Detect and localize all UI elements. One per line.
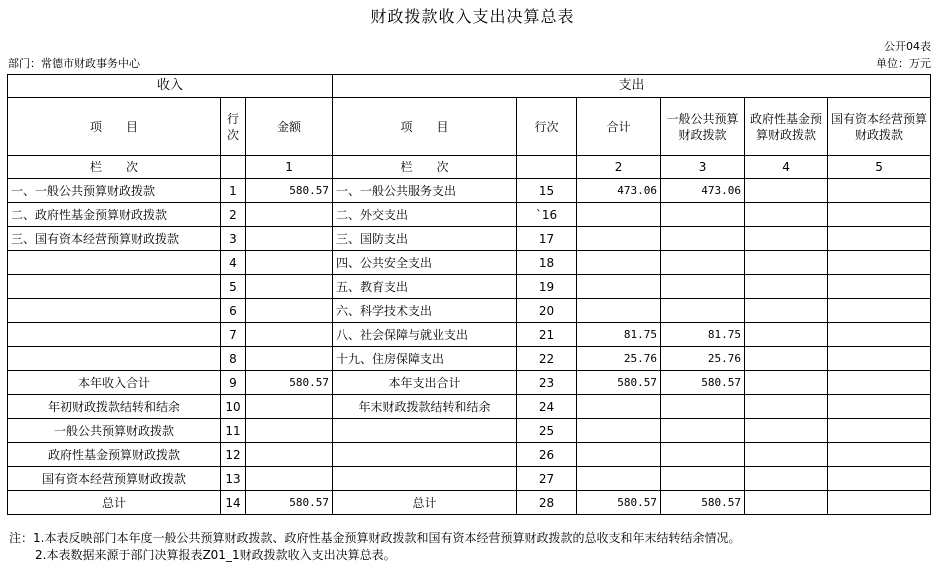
income-amount-cell <box>246 395 333 419</box>
income-line-no-cell: 12 <box>221 443 246 467</box>
index-amount: 1 <box>246 156 333 179</box>
income-item-cell: 本年收入合计 <box>8 371 221 395</box>
income-item-cell: 政府性基金预算财政拨款 <box>8 443 221 467</box>
table-row <box>8 443 931 467</box>
state-capital-cell <box>828 371 931 395</box>
general-budget-cell: 580.57 <box>661 371 745 395</box>
expense-line-no-cell: 23 <box>517 371 577 395</box>
fund-budget-cell <box>745 323 828 347</box>
table-row <box>8 251 931 275</box>
general-budget-cell: 25.76 <box>661 347 745 371</box>
state-capital-cell <box>828 179 931 203</box>
index-general: 3 <box>661 156 745 179</box>
income-item-cell: 一、一般公共预算财政拨款 <box>8 179 221 203</box>
index-exp-label: 栏 次 <box>333 156 517 179</box>
income-amount-cell: 580.57 <box>246 491 333 515</box>
fund-budget-cell <box>745 491 828 515</box>
index-state: 5 <box>828 156 931 179</box>
index-label: 栏 次 <box>8 156 221 179</box>
expense-line-no-cell: 17 <box>517 227 577 251</box>
fund-budget-cell <box>745 347 828 371</box>
expense-header: 支出 <box>333 75 931 98</box>
col-state-capital-budget: 国有资本经营预算财政拨款 <box>828 98 931 156</box>
general-budget-cell <box>661 251 745 275</box>
fund-budget-cell <box>745 443 828 467</box>
fund-budget-cell <box>745 251 828 275</box>
footnote-2: 2.本表数据来源于部门决算报表Z01_1财政拨款收入支出决算总表。 <box>35 548 396 562</box>
table-row <box>8 371 931 395</box>
income-item-cell <box>8 299 221 323</box>
table-row <box>8 323 931 347</box>
income-item-cell <box>8 275 221 299</box>
state-capital-cell <box>828 203 931 227</box>
income-item-cell: 三、国有资本经营预算财政拨款 <box>8 227 221 251</box>
table-row <box>8 203 931 227</box>
budget-table <box>7 74 931 515</box>
income-line-no-cell: 4 <box>221 251 246 275</box>
expense-line-no-cell: 19 <box>517 275 577 299</box>
state-capital-cell <box>828 227 931 251</box>
state-capital-cell <box>828 419 931 443</box>
total-cell <box>577 275 661 299</box>
table-row <box>8 419 931 443</box>
expense-item-cell: 五、教育支出 <box>333 275 517 299</box>
state-capital-cell <box>828 491 931 515</box>
expense-item-cell: 一、一般公共服务支出 <box>333 179 517 203</box>
income-line-no-cell: 11 <box>221 419 246 443</box>
state-capital-cell <box>828 323 931 347</box>
fund-budget-cell <box>745 299 828 323</box>
table-row <box>8 491 931 515</box>
state-capital-cell <box>828 443 931 467</box>
fund-budget-cell <box>745 395 828 419</box>
total-cell <box>577 299 661 323</box>
fund-budget-cell <box>745 419 828 443</box>
fund-budget-cell <box>745 227 828 251</box>
expense-item-cell: 四、公共安全支出 <box>333 251 517 275</box>
total-cell: 473.06 <box>577 179 661 203</box>
income-header: 收入 <box>8 75 333 98</box>
income-item-cell <box>8 251 221 275</box>
table-row <box>8 395 931 419</box>
income-amount-cell: 580.57 <box>246 179 333 203</box>
expense-line-no-cell: 28 <box>517 491 577 515</box>
income-amount-cell <box>246 203 333 227</box>
total-cell: 81.75 <box>577 323 661 347</box>
expense-line-no-cell: 20 <box>517 299 577 323</box>
income-line-no-cell: 7 <box>221 323 246 347</box>
general-budget-cell <box>661 467 745 491</box>
expense-line-no-cell: `16 <box>517 203 577 227</box>
income-line-no-cell: 9 <box>221 371 246 395</box>
index-total: 2 <box>577 156 661 179</box>
expense-item-cell: 六、科学技术支出 <box>333 299 517 323</box>
index-line-no <box>221 156 246 179</box>
income-amount-cell <box>246 275 333 299</box>
general-budget-cell <box>661 275 745 299</box>
general-budget-cell: 473.06 <box>661 179 745 203</box>
table-row <box>8 467 931 491</box>
general-budget-cell: 580.57 <box>661 491 745 515</box>
total-cell <box>577 467 661 491</box>
table-row <box>8 179 931 203</box>
form-code: 公开04表 <box>884 40 931 53</box>
income-item-cell: 国有资本经营预算财政拨款 <box>8 467 221 491</box>
total-cell: 25.76 <box>577 347 661 371</box>
fund-budget-cell <box>745 203 828 227</box>
col-fund-budget: 政府性基金预算财政拨款 <box>745 98 828 156</box>
general-budget-cell <box>661 419 745 443</box>
income-line-no-cell: 5 <box>221 275 246 299</box>
expense-item-cell <box>333 419 517 443</box>
income-amount-cell <box>246 347 333 371</box>
income-amount-cell <box>246 419 333 443</box>
expense-line-no-cell: 24 <box>517 395 577 419</box>
total-cell <box>577 419 661 443</box>
col-expense-item: 项 目 <box>333 98 517 156</box>
income-line-no-cell: 1 <box>221 179 246 203</box>
income-line-no-cell: 2 <box>221 203 246 227</box>
expense-item-cell: 本年支出合计 <box>333 371 517 395</box>
general-budget-cell <box>661 395 745 419</box>
expense-item-cell: 总计 <box>333 491 517 515</box>
table-row <box>8 299 931 323</box>
total-cell <box>577 227 661 251</box>
total-cell <box>577 203 661 227</box>
state-capital-cell <box>828 395 931 419</box>
state-capital-cell <box>828 251 931 275</box>
state-capital-cell <box>828 299 931 323</box>
total-cell <box>577 443 661 467</box>
state-capital-cell <box>828 467 931 491</box>
unit-label: 单位：万元 <box>876 57 931 70</box>
income-item-cell: 一般公共预算财政拨款 <box>8 419 221 443</box>
expense-line-no-cell: 15 <box>517 179 577 203</box>
fund-budget-cell <box>745 467 828 491</box>
fund-budget-cell <box>745 275 828 299</box>
col-income-line-no: 行次 <box>221 98 246 156</box>
expense-item-cell <box>333 443 517 467</box>
total-cell: 580.57 <box>577 491 661 515</box>
income-line-no-cell: 3 <box>221 227 246 251</box>
total-cell: 580.57 <box>577 371 661 395</box>
col-total: 合计 <box>577 98 661 156</box>
expense-line-no-cell: 26 <box>517 443 577 467</box>
table-row <box>8 227 931 251</box>
index-fund: 4 <box>745 156 828 179</box>
table-row <box>8 347 931 371</box>
col-income-amount: 金额 <box>246 98 333 156</box>
general-budget-cell <box>661 299 745 323</box>
col-income-item: 项 目 <box>8 98 221 156</box>
table-row <box>8 275 931 299</box>
income-item-cell <box>8 323 221 347</box>
income-amount-cell <box>246 299 333 323</box>
col-expense-line-no: 行次 <box>517 98 577 156</box>
income-amount-cell <box>246 467 333 491</box>
col-general-budget: 一般公共预算财政拨款 <box>661 98 745 156</box>
expense-line-no-cell: 22 <box>517 347 577 371</box>
income-line-no-cell: 8 <box>221 347 246 371</box>
income-line-no-cell: 13 <box>221 467 246 491</box>
fund-budget-cell <box>745 371 828 395</box>
general-budget-cell: 81.75 <box>661 323 745 347</box>
income-amount-cell <box>246 251 333 275</box>
footnotes <box>9 530 740 564</box>
income-line-no-cell: 10 <box>221 395 246 419</box>
income-line-no-cell: 14 <box>221 491 246 515</box>
expense-item-cell: 八、社会保障与就业支出 <box>333 323 517 347</box>
expense-item-cell: 十九、住房保障支出 <box>333 347 517 371</box>
income-amount-cell <box>246 227 333 251</box>
expense-item-cell: 三、国防支出 <box>333 227 517 251</box>
index-exp-line-no <box>517 156 577 179</box>
expense-line-no-cell: 18 <box>517 251 577 275</box>
expense-line-no-cell: 21 <box>517 323 577 347</box>
general-budget-cell <box>661 203 745 227</box>
income-item-cell: 总计 <box>8 491 221 515</box>
income-amount-cell <box>246 443 333 467</box>
income-item-cell <box>8 347 221 371</box>
fund-budget-cell <box>745 179 828 203</box>
expense-line-no-cell: 25 <box>517 419 577 443</box>
total-cell <box>577 251 661 275</box>
income-amount-cell <box>246 323 333 347</box>
income-amount-cell: 580.57 <box>246 371 333 395</box>
income-item-cell: 二、政府性基金预算财政拨款 <box>8 203 221 227</box>
department-label: 部门：常德市财政事务中心 <box>8 57 140 70</box>
expense-item-cell <box>333 467 517 491</box>
total-cell <box>577 395 661 419</box>
income-item-cell: 年初财政拨款结转和结余 <box>8 395 221 419</box>
general-budget-cell <box>661 227 745 251</box>
general-budget-cell <box>661 443 745 467</box>
report-title: 财政拨款收入支出决算总表 <box>370 7 575 26</box>
expense-line-no-cell: 27 <box>517 467 577 491</box>
income-line-no-cell: 6 <box>221 299 246 323</box>
expense-item-cell: 年末财政拨款结转和结余 <box>333 395 517 419</box>
expense-item-cell: 二、外交支出 <box>333 203 517 227</box>
state-capital-cell <box>828 275 931 299</box>
footnote-1: 注：1.本表反映部门本年度一般公共预算财政拨款、政府性基金预算财政拨款和国有资本经营预算财政拨款的总收支和年末结转结余情况。 <box>9 531 741 545</box>
state-capital-cell <box>828 347 931 371</box>
